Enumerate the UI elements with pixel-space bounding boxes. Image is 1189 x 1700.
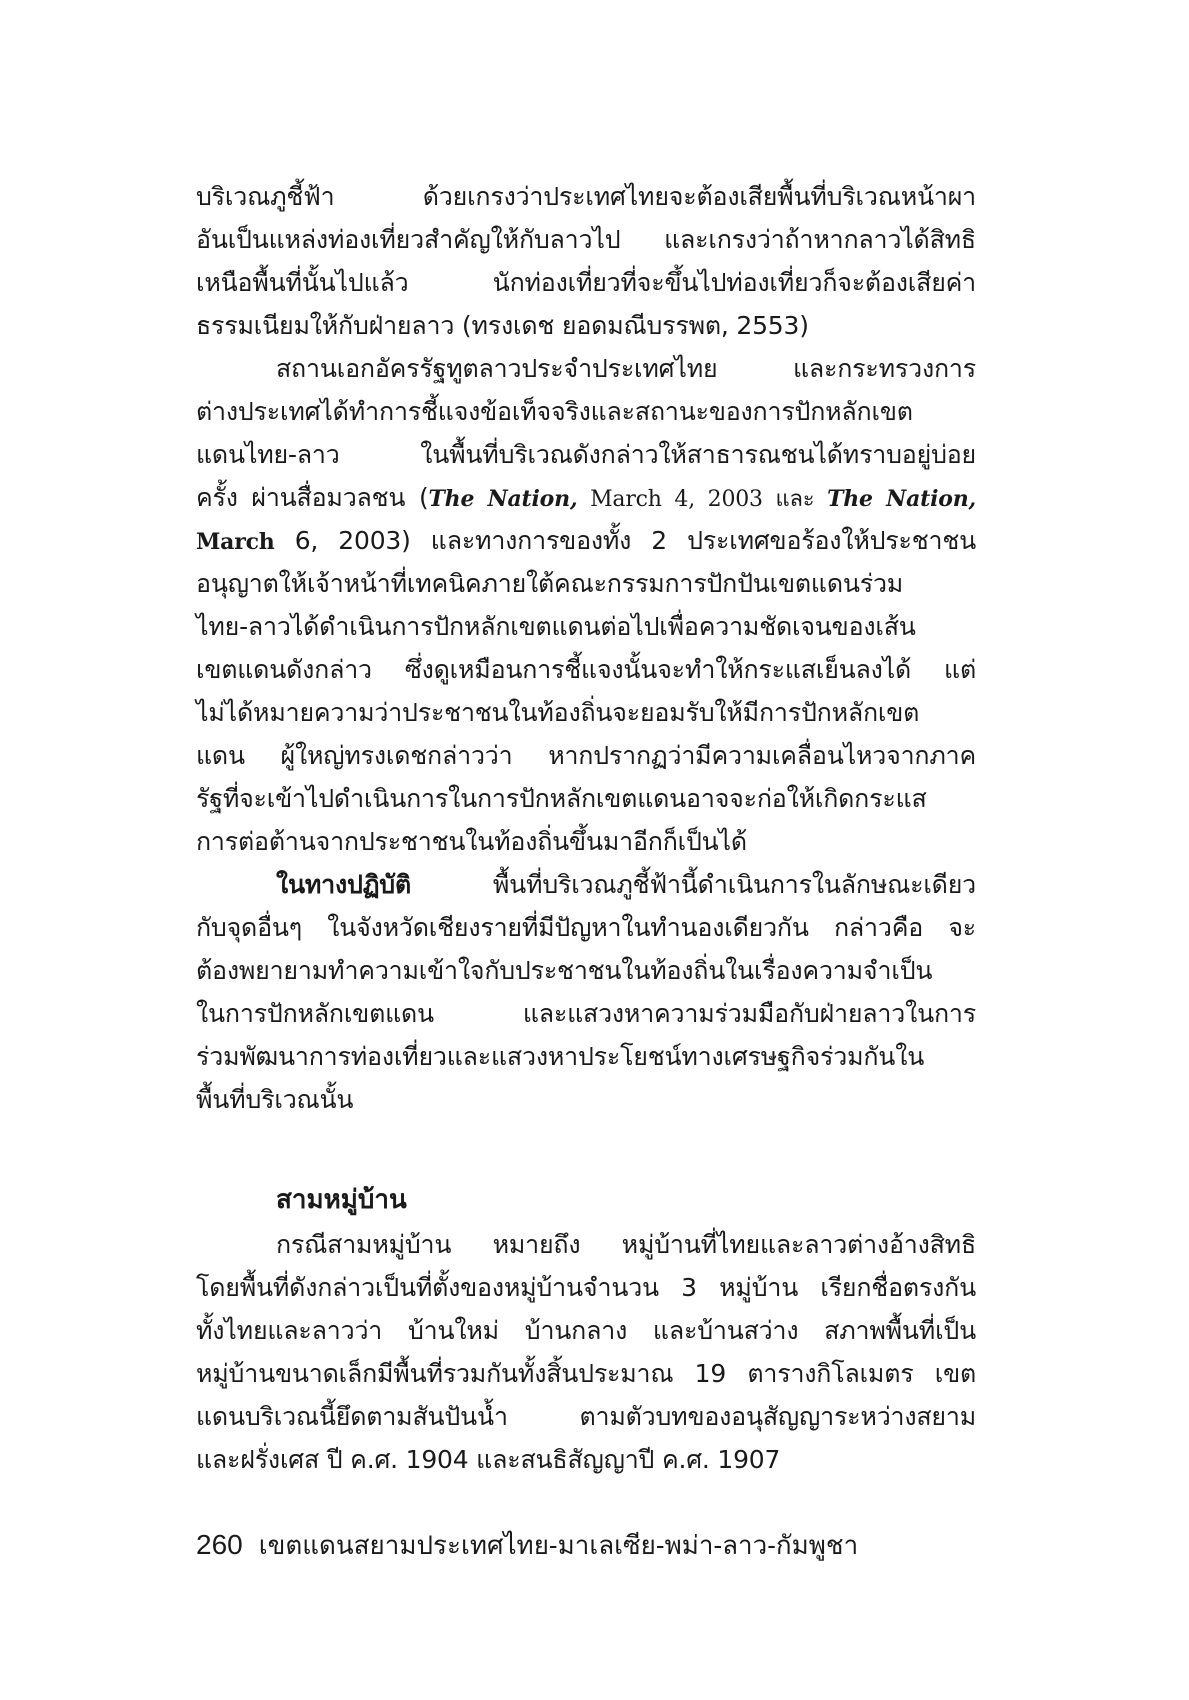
paragraph-2-line-8: เขตแดนดังกล่าว ซึ่งดูเหมือนการชี้แจงนั้นจะทำให้กระแสเย็นลงได้ แต่ (196, 655, 976, 684)
paragraph-4-line-6: และฝรั่งเศส ปี ค.ศ. 1904 และสนธิสัญญาปี ค.ศ. 1907 (196, 1445, 781, 1474)
paragraph-2-line-11: รัฐที่จะเข้าไปดำเนินการในการปักหลักเขตแดนอาจจะก่อให้เกิดกระแส (196, 784, 927, 813)
paragraph-2-line-4 (196, 480, 976, 516)
citation-month: March (196, 529, 275, 555)
emphasis-term: ในทางปฏิบัติ (276, 870, 411, 899)
paragraph-1-line-3: เหนือพื้นที่นั้นไปแล้ว นักท่องเที่ยวที่จะขึ้นไปท่องเที่ยวก็จะต้องเสียค่า (196, 268, 976, 297)
paragraph-3-line-4: ในการปักหลักเขตแดน และแสวงหาความร่วมมือกับฝ่ายลาวในการ (196, 999, 976, 1028)
text-run: 6, 2003) และทางการของทั้ง 2 ประเทศขอร้องให้ประชาชน (274, 526, 976, 555)
paragraph-2-line-10: แดน ผู้ใหญ่ทรงเดชกล่าวว่า หากปรากฏว่ามีความเคลื่อนไหวจากภาค (196, 741, 976, 770)
paragraph-3-line-3: ต้องพยายามทำความเข้าใจกับประชาชนในท้องถิ่นในเรื่องความจำเป็น (196, 956, 933, 985)
paragraph-4-line-1: กรณีสามหมู่บ้าน หมายถึง หมู่บ้านที่ไทยและลาวต่างอ้างสิทธิ (276, 1230, 976, 1259)
paragraph-2-line-3: แดนไทย-ลาว ในพื้นที่บริเวณดังกล่าวให้สาธารณชนได้ทราบอยู่บ่อย (196, 440, 976, 469)
paragraph-3-line-6: พื้นที่บริเวณนั้น (196, 1085, 354, 1114)
document-page (196, 0, 976, 1700)
section-heading: สามหมู่บ้าน (276, 1185, 407, 1215)
paragraph-1-line-4: ธรรมเนียมให้กับฝ่ายลาว (ทรงเดช ยอดมณีบรรพต, 2553) (196, 311, 809, 340)
paragraph-3-line-2: กับจุดอื่นๆ ในจังหวัดเชียงรายที่มีปัญหาในทำนองเดียวกัน กล่าวคือ จะ (196, 913, 976, 942)
paragraph-4-line-4: หมู่บ้านขนาดเล็กมีพื้นที่รวมกันทั้งสิ้นประมาณ 19 ตารางกิโลเมตร เขต (196, 1359, 976, 1388)
text-run: พื้นที่บริเวณภูชี้ฟ้านี้ดำเนินการในลักษณะเดียว (410, 870, 976, 899)
citation-date: March 4, 2003 และ (577, 487, 828, 512)
paragraph-4-line-2: โดยพื้นที่ดังกล่าวเป็นที่ตั้งของหมู่บ้านจำนวน 3 หมู่บ้าน เรียกชื่อตรงกัน (196, 1273, 976, 1302)
paragraph-2-line-2: ต่างประเทศได้ทำการชี้แจงข้อเท็จจริงและสถานะของการปักหลักเขต (196, 397, 913, 426)
paragraph-1-line-1: บริเวณภูชี้ฟ้า ด้วยเกรงว่าประเทศไทยจะต้องเสียพื้นที่บริเวณหน้าผา (196, 182, 976, 211)
paragraph-4-line-3: ทั้งไทยและลาวว่า บ้านใหม่ บ้านกลาง และบ้านสว่าง สภาพพื้นที่เป็น (196, 1316, 976, 1345)
paragraph-4-line-5: แดนบริเวณนี้ยึดตามสันปันน้ำ ตามตัวบทของอนุสัญญาระหว่างสยาม (196, 1402, 976, 1431)
paragraph-3-line-1 (196, 867, 976, 903)
text-run: ครั้ง ผ่านสื่อมวลชน ( (196, 483, 429, 512)
paragraph-2-line-6: อนุญาตให้เจ้าหน้าที่เทคนิคภายใต้คณะกรรมการปักปันเขตแดนร่วม (196, 569, 904, 598)
paragraph-3-line-5: ร่วมพัฒนาการท่องเที่ยวและแสวงหาประโยชน์ทางเศรษฐกิจร่วมกันใน (196, 1042, 925, 1071)
paragraph-2-line-5 (196, 523, 976, 559)
page-number: 260 (196, 1529, 243, 1560)
paragraph-2-line-12: การต่อต้านจากประชาชนในท้องถิ่นขึ้นมาอีกก็เป็นได้ (196, 827, 747, 856)
book-title: เขตแดนสยามประเทศไทย-มาเลเซีย-พม่า-ลาว-กัมพูชา (258, 1530, 859, 1560)
paragraph-1-line-2: อันเป็นแหล่งท่องเที่ยวสำคัญให้กับลาวไป และเกรงว่าถ้าหากลาวได้สิทธิ (196, 225, 976, 254)
page-footer (196, 1527, 858, 1563)
citation-source: The Nation, (827, 486, 976, 512)
paragraph-2-line-7: ไทย-ลาวได้ดำเนินการปักหลักเขตแดนต่อไปเพื่อความชัดเจนของเส้น (196, 612, 916, 641)
paragraph-2-line-1: สถานเอกอัครรัฐทูตลาวประจำประเทศไทย และกระทรวงการ (276, 354, 976, 383)
citation-source: The Nation, (428, 486, 578, 512)
paragraph-2-line-9: ไม่ได้หมายความว่าประชาชนในท้องถิ่นจะยอมรับให้มีการปักหลักเขต (196, 698, 920, 727)
